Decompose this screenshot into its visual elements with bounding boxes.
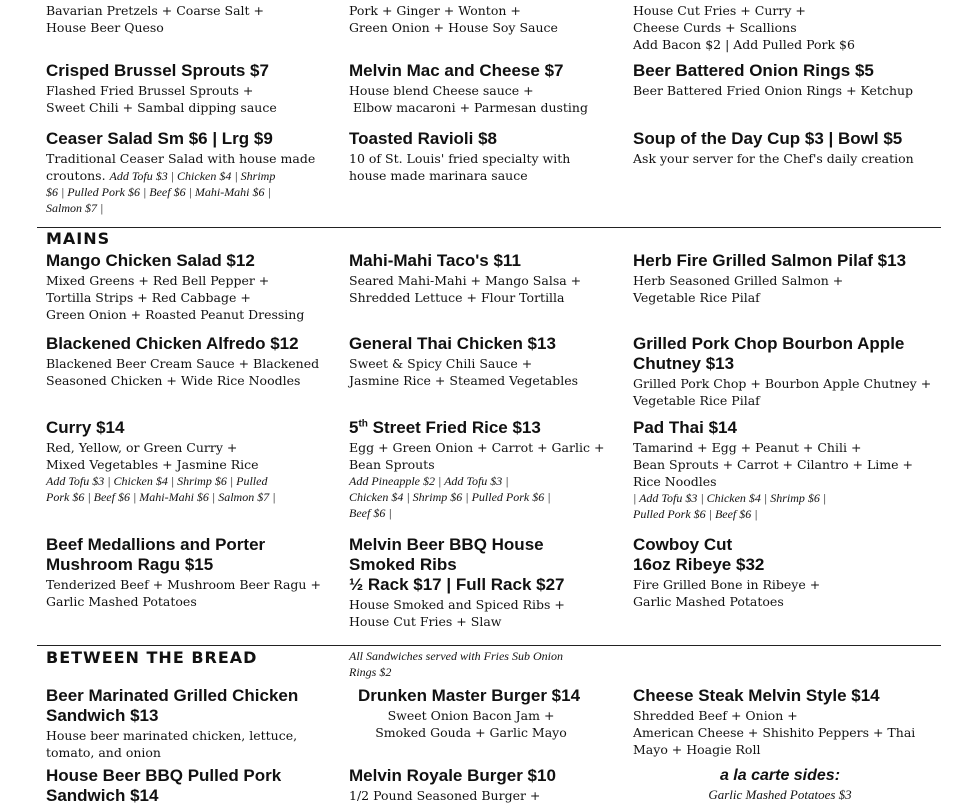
desc-line: Green Onion + House Soy Sauce <box>349 20 558 35</box>
addon-line: Beef $6 | <box>349 506 392 520</box>
section-divider <box>37 645 941 646</box>
desc-line: Sweet & Spicy Chili Sauce + <box>349 356 533 371</box>
title-line: House Beer BBQ Pulled Pork <box>46 766 282 785</box>
desc-line: Blackened Beer Cream Sauce + Blackened <box>46 356 320 371</box>
sides-list <box>660 787 900 803</box>
addon-inline: Add Tofu $3 | Chicken $4 | Shrimp <box>109 169 276 183</box>
pad-thai-title: Pad Thai $14 <box>633 418 737 437</box>
desc-line: American Cheese + Shishito Peppers + Thai <box>633 725 916 740</box>
toasted-ravioli-description <box>349 150 570 184</box>
addon-line: Pulled Pork $6 | Beef $6 | <box>633 507 758 521</box>
desc-line: House Cut Fries + Slaw <box>349 614 502 629</box>
mahi-taco-title: Mahi-Mahi Taco's $11 <box>349 251 521 270</box>
desc-line: Garlic Mashed Potatoes <box>633 594 784 609</box>
desc-line: Red, Yellow, or Green Curry + <box>46 440 238 455</box>
royale-burger-title: Melvin Royale Burger $10 <box>349 766 556 785</box>
desc-line: Beer Battered Fried Onion Rings + Ketchup <box>633 83 914 98</box>
desc-line: Shredded Lettuce + Flour Tortilla <box>349 290 565 305</box>
title-line: 16oz Ribeye $32 <box>633 555 765 574</box>
desc-line: Tamarind + Egg + Peanut + Chili + <box>633 440 862 455</box>
mains-heading: MAINS <box>46 229 111 248</box>
beef-medallions-description <box>46 576 321 610</box>
pork-chop-description <box>633 375 931 409</box>
addon-line: Salmon $7 | <box>46 201 104 215</box>
salmon-pilaf-description <box>633 272 843 306</box>
salmon-pilaf-title: Herb Fire Grilled Salmon Pilaf $13 <box>633 251 907 270</box>
side-item: Garlic Mashed Potatoes $3 <box>708 787 852 802</box>
title-line: Mushroom Ragu $15 <box>46 555 214 574</box>
brussel-sprouts-title: Crisped Brussel Sprouts $7 <box>46 61 269 80</box>
desc-line: Green Onion + Roasted Peanut Dressing <box>46 307 305 322</box>
addon-line: | Add Tofu $3 | Chicken $4 | Shrimp $6 | <box>633 491 827 505</box>
title-line: Beer Marinated Grilled Chicken <box>46 686 299 705</box>
royale-burger-description <box>349 787 540 804</box>
desc-line: Elbow macaroni + Parmesan dusting <box>349 100 588 115</box>
desc-line: Smoked Gouda + Garlic Mayo <box>375 725 567 740</box>
desc-line: Tortilla Strips + Red Cabbage + <box>46 290 251 305</box>
bbq-ribs-description <box>349 596 565 630</box>
brussel-sprouts-description <box>46 82 277 116</box>
mahi-taco-description <box>349 272 581 306</box>
onion-rings-title: Beer Battered Onion Rings $5 <box>633 61 874 80</box>
bread-heading: BETWEEN THE BREAD <box>46 648 258 667</box>
desc-line: Egg + Green Onion + Carrot + Garlic + <box>349 440 605 455</box>
title-number: 5 <box>349 418 359 437</box>
mango-chicken-salad-title: Mango Chicken Salad $12 <box>46 251 255 270</box>
fried-rice-title <box>349 418 541 438</box>
desc-line: Grilled Pork Chop + Bourbon Apple Chutney + <box>633 376 932 391</box>
desc-line: Flashed Fried Brussel Sprouts + <box>46 83 254 98</box>
desc-line: Sweet Chili + Sambal dipping sauce <box>46 100 277 115</box>
desc-line: house made marinara sauce <box>349 168 528 183</box>
desc-line: Vegetable Rice Pilaf <box>633 393 760 408</box>
title-line: Beef Medallions and Porter <box>46 535 266 554</box>
title-line: Sandwich $14 <box>46 786 159 805</box>
desc-line: House blend Cheese sauce + <box>349 83 534 98</box>
pad-thai-description <box>633 439 913 522</box>
desc-line: Ask your server for the Chef's daily creation <box>633 151 914 166</box>
desc-line: Jasmine Rice + Steamed Vegetables <box>349 373 579 388</box>
desc-line: Cheese Curds + Scallions <box>633 20 797 35</box>
note-line: All Sandwiches served with Fries Sub Onion <box>349 649 563 663</box>
fried-rice-description <box>349 439 604 521</box>
curry-description <box>46 439 276 505</box>
desc-line: Seasoned Chicken + Wide Rice Noodles <box>46 373 301 388</box>
cheese-steak-title: Cheese Steak Melvin Style $14 <box>633 686 880 705</box>
desc-line: Vegetable Rice Pilaf <box>633 290 760 305</box>
drunken-burger-title: Drunken Master Burger $14 <box>358 686 581 705</box>
desc-line: Garlic Mashed Potatoes <box>46 594 197 609</box>
pretzel-description <box>46 2 264 36</box>
ceaser-salad-title: Ceaser Salad Sm $6 | Lrg $9 <box>46 129 273 148</box>
desc-line: Pork + Ginger + Wonton + <box>349 3 521 18</box>
addon-line: Pork $6 | Beef $6 | Mahi-Mahi $6 | Salmon $7 | <box>46 490 276 504</box>
addon-line: Add Pineapple $2 | Add Tofu $3 | <box>349 474 509 488</box>
desc-line: House Smoked and Spiced Ribs + <box>349 597 565 612</box>
title-line: Smoked Ribs <box>349 555 457 574</box>
thai-chicken-description <box>349 355 578 389</box>
desc-line: Traditional Ceaser Salad with house made <box>46 151 316 166</box>
bbq-ribs-title <box>349 535 565 595</box>
desc-line: Add Bacon $2 | Add Pulled Pork $6 <box>633 37 855 52</box>
grilled-chicken-sandwich-description <box>46 727 297 761</box>
desc-line: 10 of St. Louis' fried specialty with <box>349 151 571 166</box>
desc-line: House Beer Queso <box>46 20 164 35</box>
mango-chicken-salad-description <box>46 272 304 323</box>
sandwich-note <box>349 648 563 680</box>
pulled-pork-sandwich-title <box>46 766 281 806</box>
title-line: Chutney $13 <box>633 354 735 373</box>
curry-title: Curry $14 <box>46 418 125 437</box>
section-divider <box>37 227 941 228</box>
desc-line: tomato, and onion <box>46 745 161 760</box>
title-line: Cowboy Cut <box>633 535 733 554</box>
desc-line: House Cut Fries + Curry + <box>633 3 806 18</box>
wonton-description <box>349 2 558 36</box>
mac-and-cheese-description <box>349 82 588 116</box>
cheese-steak-description <box>633 707 915 758</box>
desc-line: House beer marinated chicken, lettuce, <box>46 728 298 743</box>
ribeye-title <box>633 535 764 575</box>
poutine-description <box>633 2 855 53</box>
pork-chop-title <box>633 334 904 374</box>
chicken-alfredo-description <box>46 355 319 389</box>
ceaser-salad-description <box>46 150 315 216</box>
desc-line: Rice Noodles <box>633 474 717 489</box>
desc-line: Mixed Greens + Red Bell Pepper + <box>46 273 270 288</box>
grilled-chicken-sandwich-title <box>46 686 298 726</box>
title-line: Grilled Pork Chop Bourbon Apple <box>633 334 905 353</box>
desc-line: Herb Seasoned Grilled Salmon + <box>633 273 844 288</box>
desc-line: Mixed Vegetables + Jasmine Rice <box>46 457 259 472</box>
title-ordinal: th <box>358 418 368 430</box>
sides-heading: a la carte sides: <box>719 767 841 784</box>
title-line: Melvin Beer BBQ House <box>349 535 544 554</box>
desc-line: Mayo + Hoagie Roll <box>633 742 761 757</box>
desc-line: Seared Mahi-Mahi + Mango Salsa + <box>349 273 582 288</box>
desc-line: Sweet Onion Bacon Jam + <box>387 708 555 723</box>
drunken-burger-description <box>358 707 584 741</box>
ribeye-description <box>633 576 820 610</box>
thai-chicken-title: General Thai Chicken $13 <box>349 334 556 353</box>
addon-line: Add Tofu $3 | Chicken $4 | Shrimp $6 | Pulled <box>46 474 268 488</box>
desc-line: Tenderized Beef + Mushroom Beer Ragu + <box>46 577 321 592</box>
title-rest: Street Fried Rice $13 <box>367 418 541 437</box>
title-line: Sandwich $13 <box>46 706 159 725</box>
desc-plain: croutons. <box>46 168 110 183</box>
soup-title: Soup of the Day Cup $3 | Bowl $5 <box>633 129 903 148</box>
chicken-alfredo-title: Blackened Chicken Alfredo $12 <box>46 334 299 353</box>
onion-rings-description <box>633 82 913 99</box>
toasted-ravioli-title: Toasted Ravioli $8 <box>349 129 498 148</box>
beef-medallions-title <box>46 535 265 575</box>
desc-line: Bean Sprouts <box>349 457 435 472</box>
soup-description <box>633 150 914 167</box>
desc-line <box>46 167 315 184</box>
addon-line: $6 | Pulled Pork $6 | Beef $6 | Mahi-Mahi $6 | <box>46 185 271 199</box>
mac-and-cheese-title: Melvin Mac and Cheese $7 <box>349 61 564 80</box>
desc-line: Bean Sprouts + Carrot + Cilantro + Lime + <box>633 457 913 472</box>
desc-line: Bavarian Pretzels + Coarse Salt + <box>46 3 265 18</box>
title-line: ½ Rack $17 | Full Rack $27 <box>349 575 565 594</box>
desc-line: 1/2 Pound Seasoned Burger + <box>349 788 541 803</box>
addon-line: Chicken $4 | Shrimp $6 | Pulled Pork $6 | <box>349 490 551 504</box>
note-line: Rings $2 <box>349 665 392 679</box>
desc-line: Fire Grilled Bone in Ribeye + <box>633 577 821 592</box>
desc-line: Shredded Beef + Onion + <box>633 708 798 723</box>
